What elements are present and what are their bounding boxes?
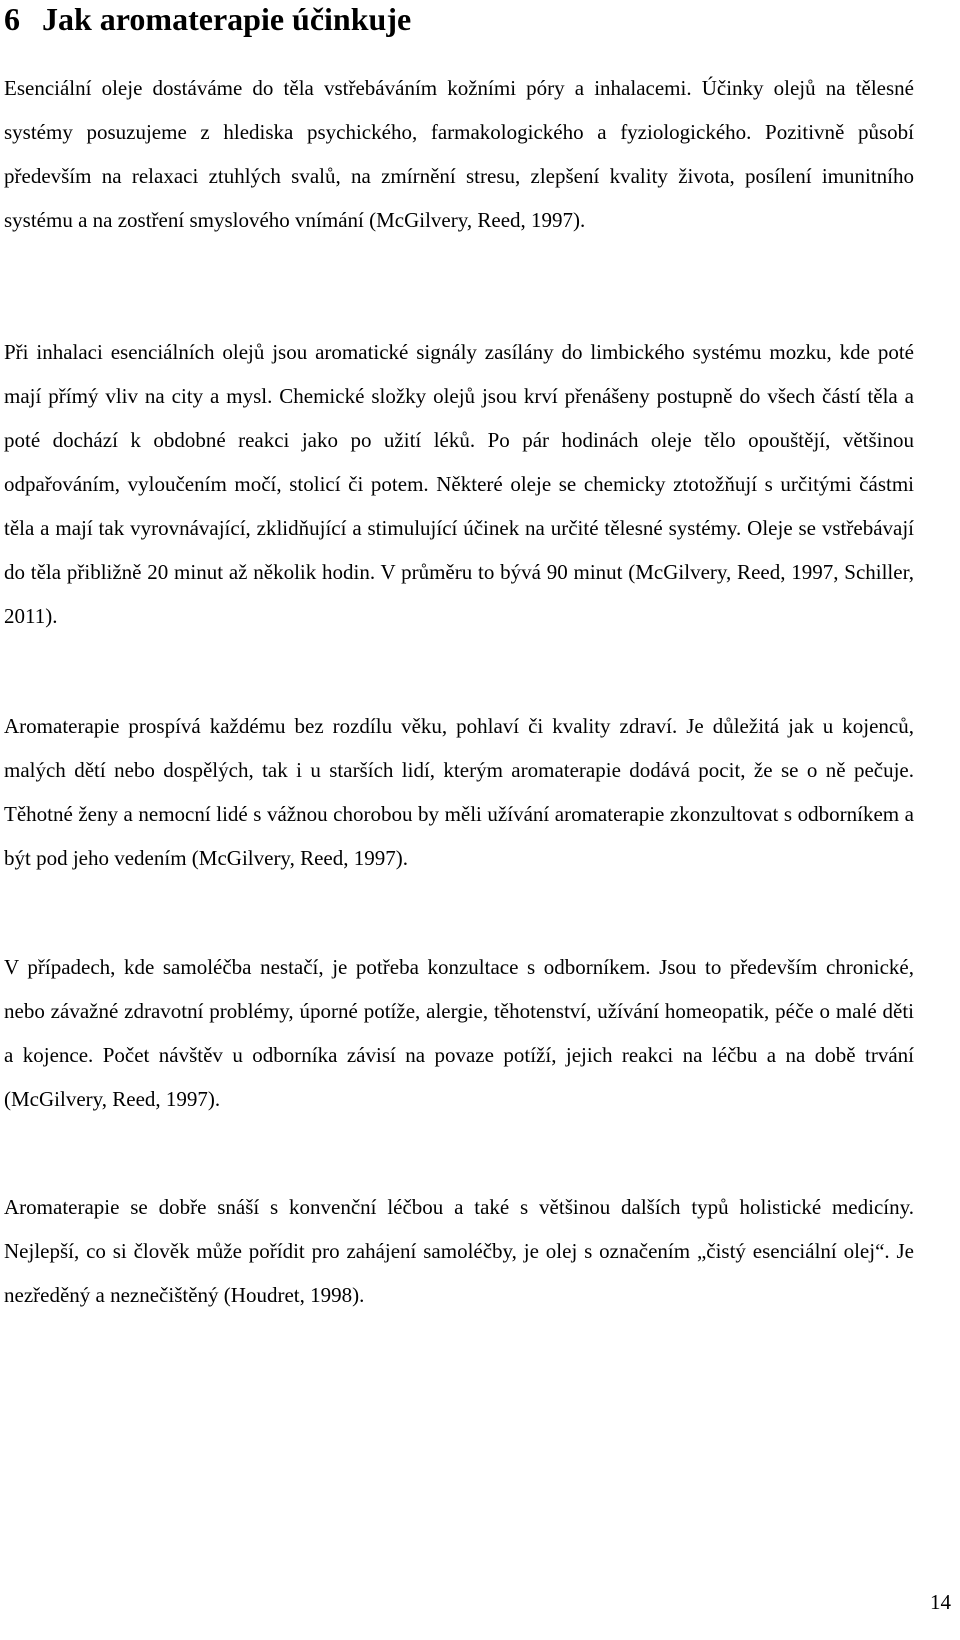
chapter-title: Jak aromaterapie účinkuje <box>42 1 412 37</box>
chapter-number: 6 <box>4 1 20 37</box>
chapter-heading <box>4 0 411 38</box>
page-number: 14 <box>930 1590 951 1614</box>
paragraph: V případech, kde samoléčba nestačí, je potřeba konzultace s odborníkem. Jsou to především chronické, nebo závažné zdravotní problémy, úporné potíže, alergie, těhotenství, užívání homeopatik, péče o malé děti a kojence. Počet návštěv u odborníka závisí na povaze potíží, jejich reakci na léčbu a na době trvání (McGilvery, Reed, 1997). <box>4 955 914 1111</box>
paragraph: Aromaterapie se dobře snáší s konvenční léčbou a také s většinou dalších typů holistické medicíny. Nejlepší, co si člověk může pořídit pro zahájení samoléčby, je olej s označením „čistý esenciální olej“. Je nezředěný a neznečištěný (Houdret, 1998). <box>4 1195 914 1307</box>
paragraph: Aromaterapie prospívá každému bez rozdílu věku, pohlaví či kvality zdraví. Je důležitá jak u kojenců, malých dětí nebo dospělých, tak i u starších lidí, kterým aromaterapie dodává pocit, že se o ně pečuje. Těhotné ženy a nemocní lidé s vážnou chorobou by měli užívání aromaterapie zkonzultovat s odborníkem a být pod jeho vedením (McGilvery, Reed, 1997). <box>4 714 914 870</box>
paragraph: Při inhalaci esenciálních olejů jsou aromatické signály zasílány do limbického systému mozku, kde poté mají přímý vliv na city a mysl. Chemické složky olejů jsou krví přenášeny postupně do všech částí těla a poté dochází k obdobné reakci jako po užití léků. Po pár hodinách oleje tělo opouštějí, většinou odpařováním, vyloučením močí, stolicí či potem. Některé oleje se chemicky ztotožňují s určitými částmi těla a mají tak vyrovnávající, zklidňující a stimulující účinek na určité tělesné systémy. Oleje se vstřebávají do těla přibližně 20 minut až několik hodin. V průměru to bývá 90 minut (McGilvery, Reed, 1997, Schiller, 2011). <box>4 340 914 628</box>
paragraph: Esenciální oleje dostáváme do těla vstřebáváním kožními póry a inhalacemi. Účinky olejů na tělesné systémy posuzujeme z hlediska psychického, farmakologického a fyziologického. Pozitivně působí především na relaxaci ztuhlých svalů, na zmírnění stresu, zlepšení kvality života, posílení imunitního systému a na zostření smyslového vnímání (McGilvery, Reed, 1997). <box>4 76 914 232</box>
